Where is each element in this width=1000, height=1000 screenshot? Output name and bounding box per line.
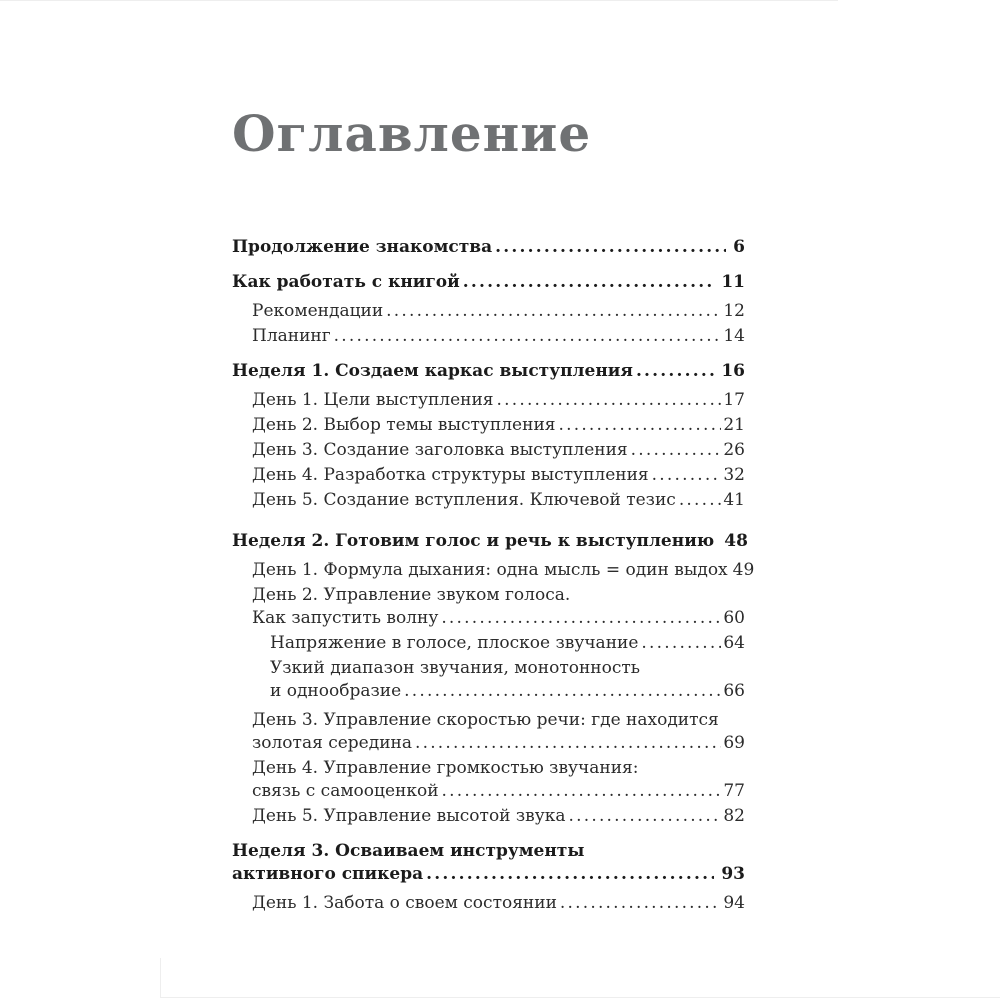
toc-line xyxy=(232,360,745,383)
toc-line xyxy=(270,657,745,680)
toc-entry xyxy=(232,414,745,437)
toc-page-number: 49 xyxy=(732,560,755,580)
dot-leader xyxy=(560,892,721,915)
toc-entry xyxy=(232,584,745,630)
toc-entry xyxy=(232,325,745,348)
toc-line xyxy=(252,414,745,437)
toc-entry xyxy=(232,632,745,655)
book-page xyxy=(232,104,755,915)
dot-leader xyxy=(441,607,721,630)
toc-line-text: День 5. Управление высотой звука xyxy=(252,806,566,826)
toc-line xyxy=(252,325,745,348)
toc-page-number: 11 xyxy=(721,272,745,292)
toc-line-text: День 1. Формула дыхания: одна мысль = один выдох xyxy=(252,560,728,580)
dot-leader xyxy=(334,325,722,348)
page-title: Оглавление xyxy=(232,104,592,163)
toc-line xyxy=(232,863,745,886)
toc-page-number: 82 xyxy=(723,806,745,826)
toc-page-number: 41 xyxy=(723,490,745,510)
toc-line-text: День 4. Управление громкостью звучания: xyxy=(252,758,639,778)
toc-line-text: День 3. Управление скоростью речи: где находится xyxy=(252,710,719,730)
dot-leader xyxy=(415,732,721,755)
toc-page-number: 66 xyxy=(723,681,745,701)
toc-line-text: Неделя 2. Готовим голос и речь к выступлению xyxy=(232,531,715,551)
toc-entry xyxy=(232,389,745,412)
toc-line-text: Напряжение в голосе, плоское звучание xyxy=(270,633,639,653)
toc-line-text: Продолжение знакомства xyxy=(232,237,493,257)
toc-line xyxy=(232,236,745,259)
toc-line-text: Планинг xyxy=(252,326,331,346)
toc-entry xyxy=(232,559,755,582)
toc-line xyxy=(252,780,745,803)
dot-leader xyxy=(404,680,721,703)
dot-leader xyxy=(641,632,721,655)
toc-line-text: Неделя 3. Осваиваем инструменты xyxy=(232,841,585,861)
toc-line-text: активного спикера xyxy=(232,864,424,884)
toc-entry xyxy=(232,840,745,886)
toc-page-number: 12 xyxy=(723,301,745,321)
toc-line xyxy=(252,757,745,780)
dot-leader xyxy=(631,439,722,462)
toc-page-number: 77 xyxy=(723,781,745,801)
toc-line-text: Неделя 1. Создаем каркас выступления xyxy=(232,361,633,381)
toc-page-number: 94 xyxy=(723,893,745,913)
toc-page-number: 6 xyxy=(733,237,745,257)
toc-page-number: 21 xyxy=(723,415,745,435)
toc-page-number: 93 xyxy=(721,864,745,884)
toc-line-text: Узкий диапазон звучания, монотонность xyxy=(270,658,641,678)
toc-line xyxy=(270,680,745,703)
toc-line xyxy=(252,489,745,512)
toc-line-text: День 2. Выбор темы выступления xyxy=(252,415,556,435)
toc-line xyxy=(232,271,745,294)
toc-line xyxy=(252,464,745,487)
toc-page-number: 16 xyxy=(721,361,745,381)
toc-line-text: День 2. Управление звуком голоса. xyxy=(252,585,571,605)
toc-entry xyxy=(232,439,745,462)
toc-line xyxy=(252,584,745,607)
toc-entry xyxy=(232,657,745,703)
toc-line xyxy=(252,559,755,582)
toc-entry xyxy=(232,236,745,259)
toc-entry xyxy=(232,271,745,294)
toc-line-text: Как запустить волну xyxy=(252,608,439,628)
dot-leader xyxy=(442,780,722,803)
toc-entry xyxy=(232,805,745,828)
page-edge-bottom xyxy=(160,997,1000,998)
toc-line xyxy=(232,530,748,553)
toc-entry xyxy=(232,489,745,512)
dot-leader xyxy=(679,489,722,512)
dot-leader xyxy=(426,863,714,886)
toc-line xyxy=(252,732,745,755)
toc-entry xyxy=(232,360,745,383)
toc-line xyxy=(252,389,745,412)
toc-line-text: День 5. Создание вступления. Ключевой тезис xyxy=(252,490,676,510)
dot-leader xyxy=(497,389,722,412)
toc-page-number: 32 xyxy=(723,465,745,485)
toc-entry xyxy=(232,464,745,487)
toc-entry xyxy=(232,300,745,323)
toc-line xyxy=(232,840,745,863)
dot-leader xyxy=(495,236,726,259)
toc-page-number: 17 xyxy=(723,390,745,410)
toc-line xyxy=(252,709,745,732)
toc-line-text: День 4. Разработка структуры выступления xyxy=(252,465,649,485)
toc-line-text: Как работать с книгой xyxy=(232,272,460,292)
toc-page-number: 14 xyxy=(723,326,745,346)
toc-line xyxy=(252,805,745,828)
toc-page-number: 69 xyxy=(723,733,745,753)
page-edge-left xyxy=(160,958,161,998)
toc-page-number: 26 xyxy=(723,440,745,460)
toc-line-text: День 3. Создание заголовка выступления xyxy=(252,440,628,460)
toc-entry xyxy=(232,709,745,755)
toc-entry xyxy=(232,530,748,553)
dot-leader xyxy=(463,271,715,294)
toc-line-text: связь с самооценкой xyxy=(252,781,439,801)
toc-page-number: 48 xyxy=(724,531,748,551)
toc-entry xyxy=(232,757,745,803)
dot-leader xyxy=(652,464,722,487)
toc-line xyxy=(252,439,745,462)
dot-leader xyxy=(569,805,722,828)
toc-line xyxy=(252,607,745,630)
dot-leader xyxy=(636,360,714,383)
toc-line-text: День 1. Цели выступления xyxy=(252,390,494,410)
table-of-contents xyxy=(232,236,755,915)
toc-page-number: 64 xyxy=(723,633,745,653)
dot-leader xyxy=(386,300,721,323)
toc-entry xyxy=(232,892,745,915)
page-edge-top xyxy=(0,0,838,1)
toc-line xyxy=(252,892,745,915)
toc-line-text: День 1. Забота о своем состоянии xyxy=(252,893,557,913)
toc-line xyxy=(252,300,745,323)
toc-line-text: Рекомендации xyxy=(252,301,384,321)
toc-page-number: 60 xyxy=(723,608,745,628)
toc-line-text: и однообразие xyxy=(270,681,402,701)
dot-leader xyxy=(559,414,722,437)
toc-line-text: золотая середина xyxy=(252,733,412,753)
toc-line xyxy=(270,632,745,655)
